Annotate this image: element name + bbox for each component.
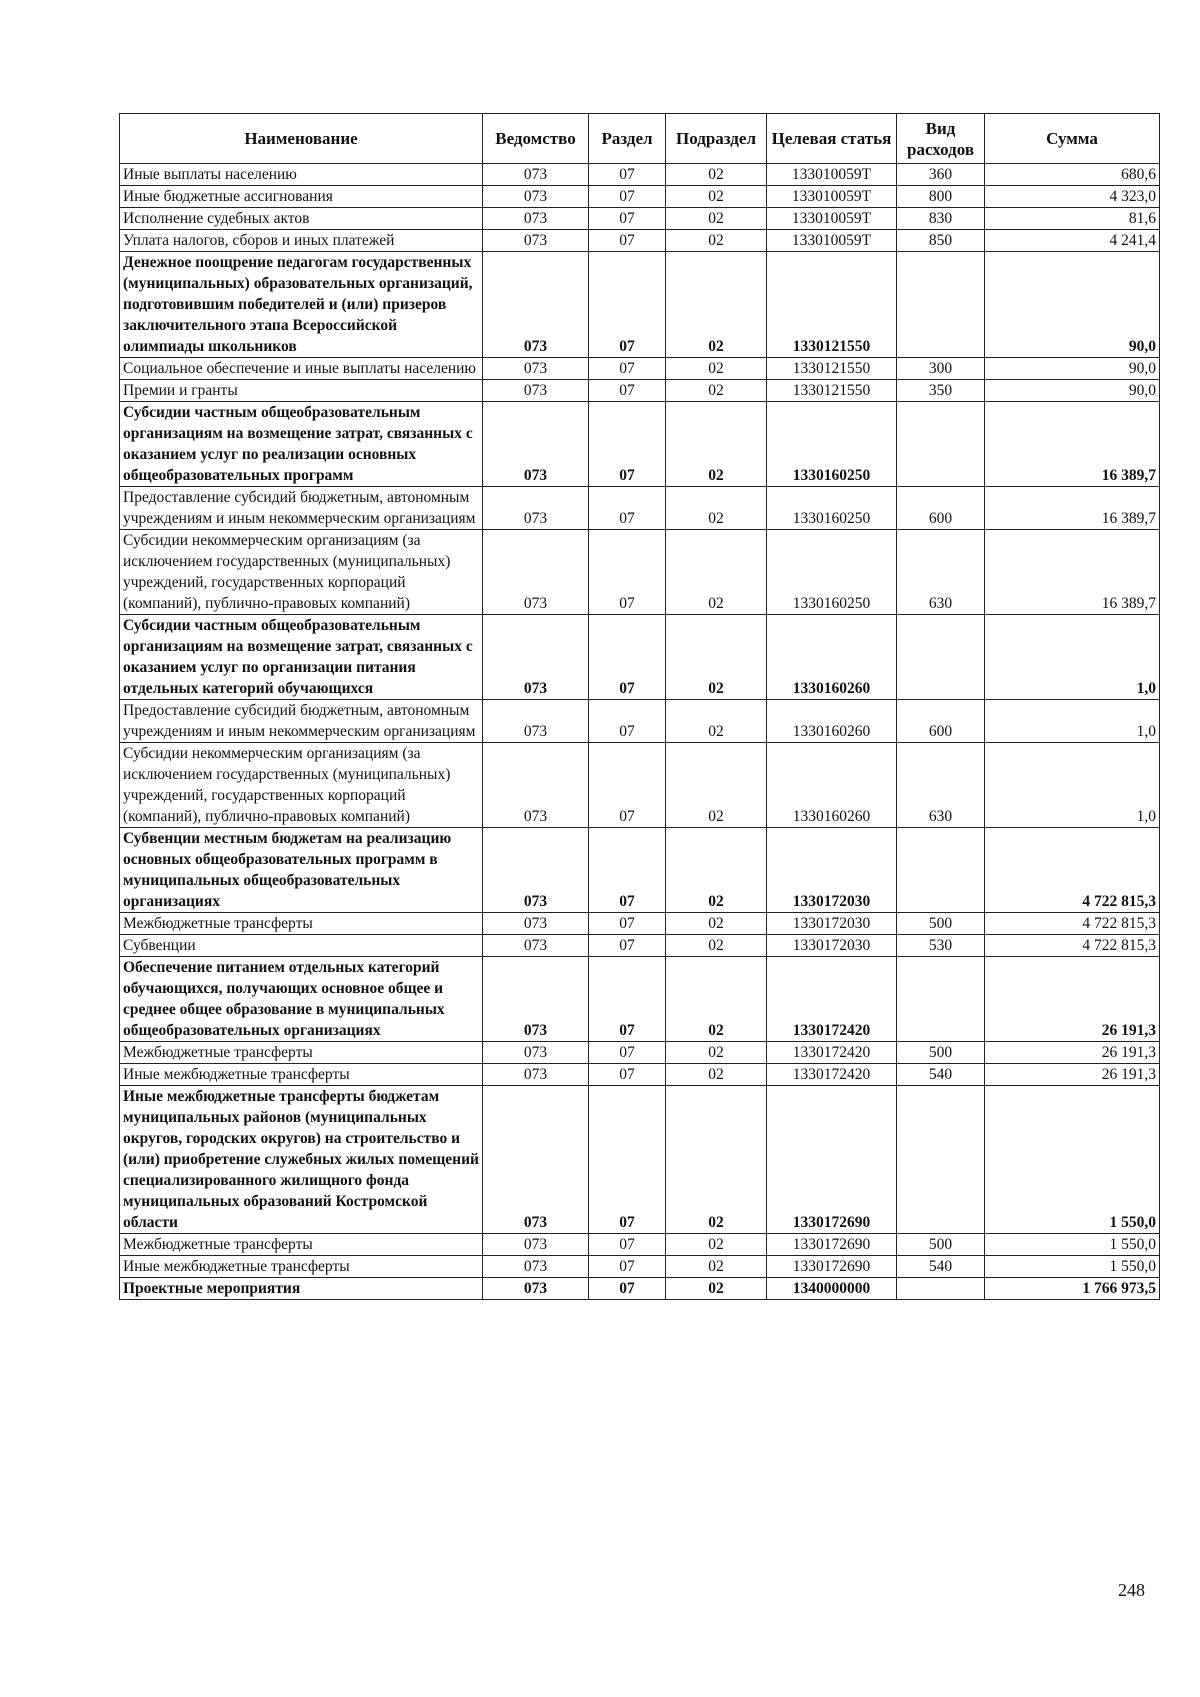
header-summa: Сумма xyxy=(985,114,1160,164)
table-row xyxy=(120,913,1160,935)
cell-vedomstvo: 073 xyxy=(483,530,589,615)
cell-podrazdel: 02 xyxy=(666,700,767,743)
table-row xyxy=(120,828,1160,913)
cell-vid: 300 xyxy=(897,358,985,380)
cell-name: Межбюджетные трансферты xyxy=(120,1042,483,1064)
cell-celevaya: 1330172690 xyxy=(767,1234,897,1256)
cell-podrazdel: 02 xyxy=(666,186,767,208)
cell-vid: 500 xyxy=(897,1234,985,1256)
cell-summa: 16 389,7 xyxy=(985,530,1160,615)
cell-summa: 4 722 815,3 xyxy=(985,935,1160,957)
cell-podrazdel: 02 xyxy=(666,1086,767,1234)
cell-razdel: 07 xyxy=(589,743,666,828)
cell-celevaya: 1340000000 xyxy=(767,1278,897,1300)
cell-summa: 4 722 815,3 xyxy=(985,828,1160,913)
cell-vid: 600 xyxy=(897,700,985,743)
table-row xyxy=(120,1064,1160,1086)
cell-celevaya: 133010059Т xyxy=(767,164,897,186)
cell-celevaya: 1330160260 xyxy=(767,743,897,828)
cell-summa: 1 550,0 xyxy=(985,1256,1160,1278)
cell-vid: 850 xyxy=(897,230,985,252)
cell-podrazdel: 02 xyxy=(666,1278,767,1300)
cell-razdel: 07 xyxy=(589,230,666,252)
cell-celevaya: 1330160260 xyxy=(767,700,897,743)
header-podrazdel: Подраздел xyxy=(666,114,767,164)
cell-summa: 90,0 xyxy=(985,252,1160,358)
cell-razdel: 07 xyxy=(589,208,666,230)
cell-summa: 90,0 xyxy=(985,358,1160,380)
cell-summa: 4 241,4 xyxy=(985,230,1160,252)
cell-podrazdel: 02 xyxy=(666,252,767,358)
cell-vid xyxy=(897,615,985,700)
cell-podrazdel: 02 xyxy=(666,208,767,230)
cell-podrazdel: 02 xyxy=(666,230,767,252)
cell-razdel: 07 xyxy=(589,1064,666,1086)
cell-razdel: 07 xyxy=(589,935,666,957)
cell-celevaya: 1330160250 xyxy=(767,487,897,530)
cell-name: Межбюджетные трансферты xyxy=(120,913,483,935)
cell-vedomstvo: 073 xyxy=(483,1042,589,1064)
cell-name: Субсидии частным общеобразовательным организациям на возмещение затрат, связанных с оказанием услуг по реализации основных общеобразовательных программ xyxy=(120,402,483,487)
cell-podrazdel: 02 xyxy=(666,1042,767,1064)
cell-name: Исполнение судебных актов xyxy=(120,208,483,230)
cell-name: Иные бюджетные ассигнования xyxy=(120,186,483,208)
cell-vid: 540 xyxy=(897,1064,985,1086)
cell-razdel: 07 xyxy=(589,530,666,615)
cell-podrazdel: 02 xyxy=(666,380,767,402)
cell-vedomstvo: 073 xyxy=(483,957,589,1042)
cell-summa: 1 550,0 xyxy=(985,1234,1160,1256)
cell-vedomstvo: 073 xyxy=(483,358,589,380)
cell-vedomstvo: 073 xyxy=(483,1234,589,1256)
cell-razdel: 07 xyxy=(589,1256,666,1278)
table-body xyxy=(120,164,1160,1300)
cell-podrazdel: 02 xyxy=(666,164,767,186)
cell-vedomstvo: 073 xyxy=(483,1064,589,1086)
cell-celevaya: 1330121550 xyxy=(767,252,897,358)
cell-vedomstvo: 073 xyxy=(483,1278,589,1300)
cell-podrazdel: 02 xyxy=(666,957,767,1042)
cell-name: Субвенции xyxy=(120,935,483,957)
cell-vedomstvo: 073 xyxy=(483,828,589,913)
cell-summa: 90,0 xyxy=(985,380,1160,402)
cell-vedomstvo: 073 xyxy=(483,380,589,402)
cell-summa: 4 323,0 xyxy=(985,186,1160,208)
cell-vid: 360 xyxy=(897,164,985,186)
cell-name: Предоставление субсидий бюджетным, автономным учреждениям и иным некоммерческим организациям xyxy=(120,487,483,530)
table-row xyxy=(120,1256,1160,1278)
cell-name: Межбюджетные трансферты xyxy=(120,1234,483,1256)
cell-vedomstvo: 073 xyxy=(483,913,589,935)
cell-summa: 1,0 xyxy=(985,743,1160,828)
cell-podrazdel: 02 xyxy=(666,828,767,913)
cell-vid: 540 xyxy=(897,1256,985,1278)
cell-razdel: 07 xyxy=(589,1234,666,1256)
cell-vedomstvo: 073 xyxy=(483,208,589,230)
cell-name: Субсидии некоммерческим организациям (за исключением государственных (муниципальных) учреждений, государственных корпораций (компаний), публично-правовых компаний) xyxy=(120,530,483,615)
table-row xyxy=(120,358,1160,380)
cell-name: Премии и гранты xyxy=(120,380,483,402)
cell-vedomstvo: 073 xyxy=(483,230,589,252)
cell-vid: 530 xyxy=(897,935,985,957)
cell-vedomstvo: 073 xyxy=(483,1256,589,1278)
table-row xyxy=(120,743,1160,828)
cell-summa: 1,0 xyxy=(985,615,1160,700)
cell-razdel: 07 xyxy=(589,1086,666,1234)
cell-vid: 830 xyxy=(897,208,985,230)
cell-razdel: 07 xyxy=(589,380,666,402)
cell-name: Иные межбюджетные трансферты бюджетам муниципальных районов (муниципальных округов, городских округов) на строительство и (или) приобретение служебных жилых помещений специализированного жилищного фонда муниципальных образований Костромской области xyxy=(120,1086,483,1234)
cell-celevaya: 133010059Т xyxy=(767,186,897,208)
cell-celevaya: 1330160260 xyxy=(767,615,897,700)
cell-podrazdel: 02 xyxy=(666,913,767,935)
cell-celevaya: 1330172420 xyxy=(767,1064,897,1086)
cell-vedomstvo: 073 xyxy=(483,743,589,828)
cell-name: Иные межбюджетные трансферты xyxy=(120,1064,483,1086)
cell-razdel: 07 xyxy=(589,186,666,208)
table-row xyxy=(120,230,1160,252)
cell-vid xyxy=(897,252,985,358)
table-row xyxy=(120,615,1160,700)
table-row xyxy=(120,1234,1160,1256)
cell-summa: 26 191,3 xyxy=(985,957,1160,1042)
cell-podrazdel: 02 xyxy=(666,935,767,957)
cell-vedomstvo: 073 xyxy=(483,1086,589,1234)
cell-vedomstvo: 073 xyxy=(483,615,589,700)
cell-razdel: 07 xyxy=(589,487,666,530)
cell-vid xyxy=(897,957,985,1042)
cell-vid: 630 xyxy=(897,530,985,615)
header-name: Наименование xyxy=(120,114,483,164)
cell-celevaya: 1330172420 xyxy=(767,957,897,1042)
page-number: 248 xyxy=(1118,1580,1145,1600)
cell-summa: 81,6 xyxy=(985,208,1160,230)
cell-celevaya: 1330160250 xyxy=(767,530,897,615)
cell-razdel: 07 xyxy=(589,957,666,1042)
cell-vid xyxy=(897,1086,985,1234)
cell-name: Денежное поощрение педагогам государственных (муниципальных) образовательных организаций, подготовившим победителей и (или) призеров заключительного этапа Всероссийской олимпиады школьников xyxy=(120,252,483,358)
cell-celevaya: 1330160250 xyxy=(767,402,897,487)
cell-podrazdel: 02 xyxy=(666,1064,767,1086)
cell-vedomstvo: 073 xyxy=(483,935,589,957)
cell-celevaya: 133010059Т xyxy=(767,230,897,252)
cell-razdel: 07 xyxy=(589,358,666,380)
cell-celevaya: 1330121550 xyxy=(767,380,897,402)
cell-razdel: 07 xyxy=(589,402,666,487)
cell-vid xyxy=(897,828,985,913)
cell-name: Субсидии частным общеобразовательным организациям на возмещение затрат, связанных с оказанием услуг по организации питания отдельных категорий обучающихся xyxy=(120,615,483,700)
cell-summa: 680,6 xyxy=(985,164,1160,186)
table-row xyxy=(120,380,1160,402)
cell-vid xyxy=(897,1278,985,1300)
cell-razdel: 07 xyxy=(589,252,666,358)
cell-summa: 16 389,7 xyxy=(985,402,1160,487)
cell-razdel: 07 xyxy=(589,700,666,743)
table-row xyxy=(120,957,1160,1042)
table-row xyxy=(120,487,1160,530)
table-row xyxy=(120,1086,1160,1234)
cell-name: Иные выплаты населению xyxy=(120,164,483,186)
cell-vid: 600 xyxy=(897,487,985,530)
header-vid: Вид расходов xyxy=(897,114,985,164)
cell-summa: 1 766 973,5 xyxy=(985,1278,1160,1300)
header-celevaya: Целевая статья xyxy=(767,114,897,164)
cell-celevaya: 1330172690 xyxy=(767,1256,897,1278)
cell-podrazdel: 02 xyxy=(666,615,767,700)
table-row xyxy=(120,252,1160,358)
cell-celevaya: 1330172030 xyxy=(767,828,897,913)
cell-name: Проектные мероприятия xyxy=(120,1278,483,1300)
cell-summa: 26 191,3 xyxy=(985,1042,1160,1064)
cell-name: Обеспечение питанием отдельных категорий обучающихся, получающих основное общее и среднее общее образование в муниципальных общеобразовательных организациях xyxy=(120,957,483,1042)
cell-summa: 4 722 815,3 xyxy=(985,913,1160,935)
cell-razdel: 07 xyxy=(589,913,666,935)
cell-summa: 1 550,0 xyxy=(985,1086,1160,1234)
cell-podrazdel: 02 xyxy=(666,487,767,530)
cell-razdel: 07 xyxy=(589,828,666,913)
cell-vedomstvo: 073 xyxy=(483,402,589,487)
cell-razdel: 07 xyxy=(589,615,666,700)
cell-vedomstvo: 073 xyxy=(483,700,589,743)
cell-podrazdel: 02 xyxy=(666,358,767,380)
table-header-row xyxy=(120,114,1160,164)
cell-celevaya: 133010059Т xyxy=(767,208,897,230)
budget-table-container xyxy=(119,113,1160,1300)
table-row xyxy=(120,1278,1160,1300)
cell-podrazdel: 02 xyxy=(666,743,767,828)
cell-vedomstvo: 073 xyxy=(483,164,589,186)
cell-celevaya: 1330172690 xyxy=(767,1086,897,1234)
cell-summa: 26 191,3 xyxy=(985,1064,1160,1086)
cell-celevaya: 1330172420 xyxy=(767,1042,897,1064)
cell-celevaya: 1330121550 xyxy=(767,358,897,380)
cell-razdel: 07 xyxy=(589,1042,666,1064)
cell-name: Предоставление субсидий бюджетным, автономным учреждениям и иным некоммерческим организациям xyxy=(120,700,483,743)
cell-vedomstvo: 073 xyxy=(483,186,589,208)
cell-celevaya: 1330172030 xyxy=(767,935,897,957)
table-row xyxy=(120,700,1160,743)
cell-celevaya: 1330172030 xyxy=(767,913,897,935)
table-row xyxy=(120,164,1160,186)
cell-name: Субвенции местным бюджетам на реализацию основных общеобразовательных программ в муниципальных общеобразовательных организациях xyxy=(120,828,483,913)
cell-name: Иные межбюджетные трансферты xyxy=(120,1256,483,1278)
cell-name: Субсидии некоммерческим организациям (за исключением государственных (муниципальных) учреждений, государственных корпораций (компаний), публично-правовых компаний) xyxy=(120,743,483,828)
cell-vedomstvo: 073 xyxy=(483,487,589,530)
cell-razdel: 07 xyxy=(589,1278,666,1300)
cell-name: Уплата налогов, сборов и иных платежей xyxy=(120,230,483,252)
cell-summa: 16 389,7 xyxy=(985,487,1160,530)
table-row xyxy=(120,186,1160,208)
header-razdel: Раздел xyxy=(589,114,666,164)
cell-vedomstvo: 073 xyxy=(483,252,589,358)
budget-table xyxy=(119,113,1160,1300)
cell-vid: 500 xyxy=(897,1042,985,1064)
table-row xyxy=(120,935,1160,957)
cell-vid xyxy=(897,402,985,487)
header-vedomstvo: Ведомство xyxy=(483,114,589,164)
table-row xyxy=(120,530,1160,615)
cell-vid: 500 xyxy=(897,913,985,935)
table-row xyxy=(120,402,1160,487)
cell-vid: 350 xyxy=(897,380,985,402)
cell-name: Социальное обеспечение и иные выплаты населению xyxy=(120,358,483,380)
table-row xyxy=(120,208,1160,230)
cell-summa: 1,0 xyxy=(985,700,1160,743)
cell-razdel: 07 xyxy=(589,164,666,186)
cell-podrazdel: 02 xyxy=(666,1256,767,1278)
cell-vid: 800 xyxy=(897,186,985,208)
cell-podrazdel: 02 xyxy=(666,530,767,615)
cell-vid: 630 xyxy=(897,743,985,828)
table-row xyxy=(120,1042,1160,1064)
cell-podrazdel: 02 xyxy=(666,1234,767,1256)
cell-podrazdel: 02 xyxy=(666,402,767,487)
